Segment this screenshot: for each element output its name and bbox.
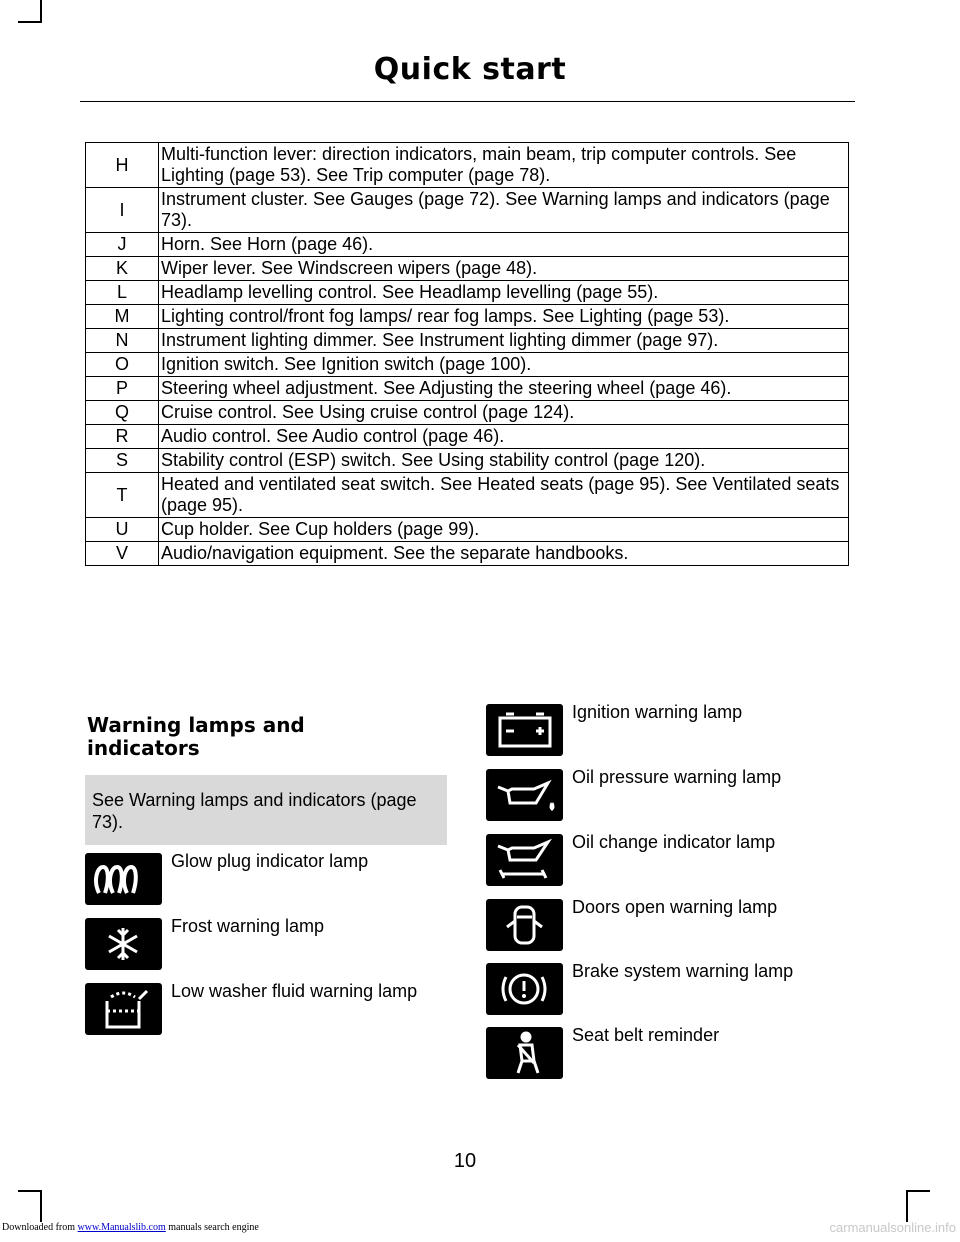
row-letter: T <box>86 473 159 518</box>
row-letter: L <box>86 281 159 305</box>
download-footer <box>2 1222 259 1233</box>
table-row <box>86 233 849 257</box>
row-letter: N <box>86 329 159 353</box>
oil-can-icon <box>486 769 563 821</box>
table-row <box>86 329 849 353</box>
crop-mark <box>906 1190 908 1222</box>
footer-prefix: Downloaded from <box>2 1222 78 1233</box>
row-letter: I <box>86 188 159 233</box>
row-letter: K <box>86 257 159 281</box>
lamp-label: Glow plug indicator lamp <box>171 851 369 871</box>
row-letter: V <box>86 542 159 566</box>
lamp-label: Seat belt reminder <box>572 1025 720 1045</box>
table-row <box>86 281 849 305</box>
table-row <box>86 257 849 281</box>
row-letter: U <box>86 518 159 542</box>
table-row <box>86 425 849 449</box>
lamp-label: Doors open warning lamp <box>572 897 778 917</box>
row-description: Multi-function lever: direction indicators, main beam, trip computer controls. See Lighting (page 53). See Trip computer (page 78). <box>159 143 849 188</box>
row-description: Instrument lighting dimmer. See Instrument lighting dimmer (page 97). <box>159 329 849 353</box>
lamp-label: Oil pressure warning lamp <box>572 767 782 787</box>
row-description: Lighting control/front fog lamps/ rear fog lamps. See Lighting (page 53). <box>159 305 849 329</box>
row-description: Ignition switch. See Ignition switch (page 100). <box>159 353 849 377</box>
row-description: Horn. See Horn (page 46). <box>159 233 849 257</box>
crop-mark <box>906 1190 930 1192</box>
crop-mark <box>40 1190 42 1222</box>
manualslib-link[interactable]: www.Manualslib.com <box>77 1222 166 1233</box>
table-row <box>86 473 849 518</box>
seat-belt-icon <box>486 1027 563 1079</box>
table-row <box>86 542 849 566</box>
frost-icon <box>85 918 162 970</box>
lamp-label: Brake system warning lamp <box>572 961 794 981</box>
table-row <box>86 518 849 542</box>
table-row <box>86 305 849 329</box>
controls-table <box>85 142 849 566</box>
oil-change-icon <box>486 834 563 886</box>
table-row <box>86 188 849 233</box>
row-description: Headlamp levelling control. See Headlamp levelling (page 55). <box>159 281 849 305</box>
row-description: Cup holder. See Cup holders (page 99). <box>159 518 849 542</box>
row-description: Audio control. See Audio control (page 46). <box>159 425 849 449</box>
row-description: Audio/navigation equipment. See the separate handbooks. <box>159 542 849 566</box>
row-letter: P <box>86 377 159 401</box>
crop-mark <box>18 21 42 23</box>
page-title: Quick start <box>373 52 567 87</box>
lamp-label: Low washer fluid warning lamp <box>171 981 418 1001</box>
row-letter: J <box>86 233 159 257</box>
footer-suffix: manuals search engine <box>165 1222 259 1233</box>
crop-mark <box>18 1190 42 1192</box>
battery-icon <box>486 704 563 756</box>
doors-open-icon <box>486 899 563 951</box>
brake-icon <box>486 963 563 1015</box>
watermark: carmanualsonline.info <box>829 1220 956 1235</box>
row-description: Instrument cluster. See Gauges (page 72). See Warning lamps and indicators (page 73). <box>159 188 849 233</box>
row-description: Cruise control. See Using cruise control (page 124). <box>159 401 849 425</box>
row-description: Wiper lever. See Windscreen wipers (page 48). <box>159 257 849 281</box>
row-description: Stability control (ESP) switch. See Using stability control (page 120). <box>159 449 849 473</box>
crop-mark <box>40 0 42 23</box>
washer-fluid-icon <box>85 983 162 1035</box>
row-letter: M <box>86 305 159 329</box>
lamp-label: Ignition warning lamp <box>572 702 743 722</box>
lamp-label: Oil change indicator lamp <box>572 832 776 852</box>
table-row <box>86 401 849 425</box>
row-letter: Q <box>86 401 159 425</box>
page-number: 10 <box>453 1150 477 1172</box>
row-letter: S <box>86 449 159 473</box>
section-heading: Warning lamps and indicators <box>87 713 305 760</box>
table-row <box>86 449 849 473</box>
row-letter: H <box>86 143 159 188</box>
see-also-note: See Warning lamps and indicators (page 73). <box>85 775 447 845</box>
row-letter: R <box>86 425 159 449</box>
row-description: Steering wheel adjustment. See Adjusting the steering wheel (page 46). <box>159 377 849 401</box>
table-row <box>86 353 849 377</box>
lamp-label: Frost warning lamp <box>171 916 325 936</box>
row-letter: O <box>86 353 159 377</box>
glow-plug-icon <box>85 853 162 905</box>
table-row <box>86 377 849 401</box>
title-divider <box>80 101 855 102</box>
table-row <box>86 143 849 188</box>
row-description: Heated and ventilated seat switch. See Heated seats (page 95). See Ventilated seats (page 95). <box>159 473 849 518</box>
